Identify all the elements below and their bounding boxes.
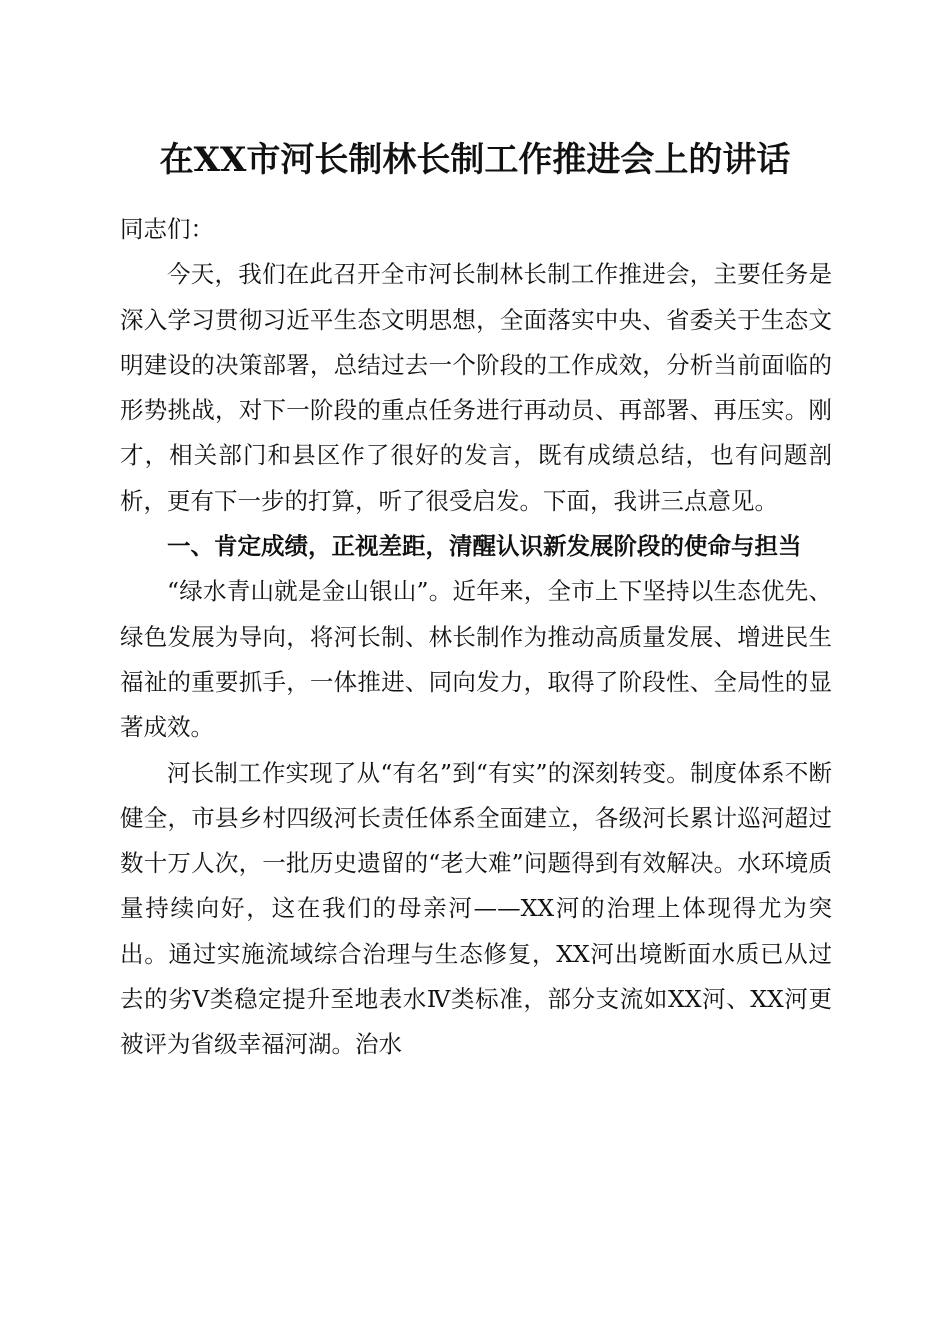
section-heading-1: 一、肯定成绩，正视差距，清醒认识新发展阶段的使命与担当 — [167, 532, 802, 561]
section1-paragraph-2: 河长制工作实现了从“有名”到“有实”的深刻转变。制度体系不断健全，市县乡村四级河长责任体系全面建立，各级河长累计巡河超过数十万人次，一批历史遗留的“老大难”问题得到有效解决。水环境质量持续向好，这在我们的母亲河——XX河的治理上体现得尤为突出。通过实施流域综合治理与生态修复，XX河出境断面水质已从过去的劣Ⅴ类稳定提升至地表水Ⅳ类标准，部分支流如XX河、XX河更被评为省级幸福河湖。治水 — [120, 758, 832, 1059]
document-title: 在XX市河长制林长制工作推进会上的讲话 — [159, 140, 791, 180]
section1-paragraph-1: “绿水青山就是金山银山”。近年来，全市上下坚持以生态优先、绿色发展为导向，将河长制、林长制作为推动高质量发展、增进民生福祉的重要抓手，一体推进、同向发力，取得了阶段性、全局性的显著成效。 — [120, 577, 832, 742]
document-body — [120, 207, 832, 1068]
intro-paragraph: 今天，我们在此召开全市河长制林长制工作推进会，主要任务是深入学习贯彻习近平生态文明思想，全面落实中央、省委关于生态文明建设的决策部署，总结过去一个阶段的工作成效，分析当前面临的形势挑战，对下一阶段的重点任务进行再动员、再部署、再压实。刚才，相关部门和县区作了很好的发言，既有成绩总结，也有问题剖析，更有下一步的打算，听了很受启发。下面，我讲三点意见。 — [120, 260, 832, 515]
salutation: 同志们： — [120, 215, 214, 243]
